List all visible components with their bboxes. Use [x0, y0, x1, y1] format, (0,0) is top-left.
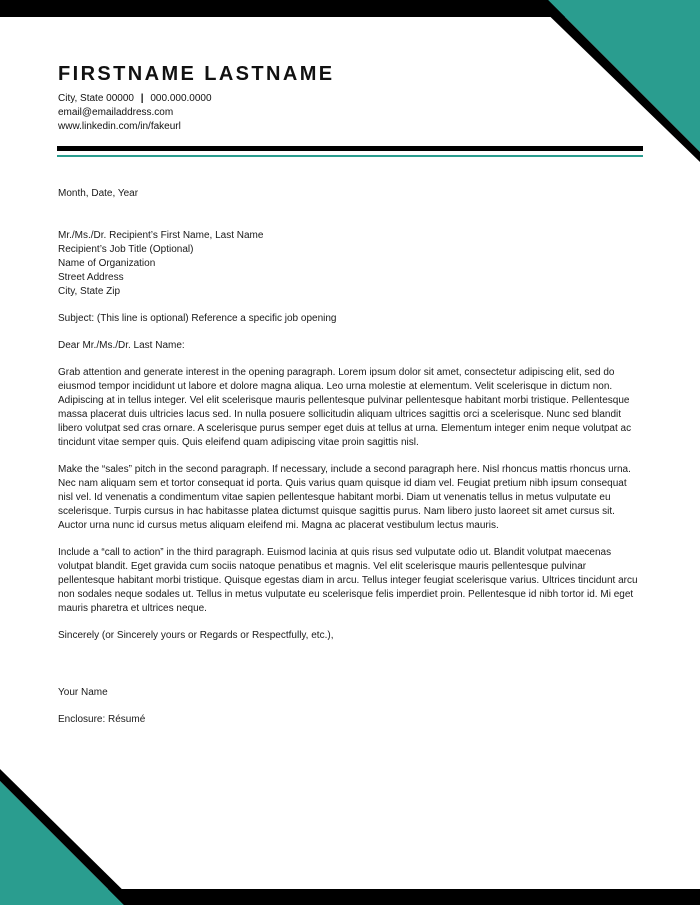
sender-phone: 000.000.0000 [150, 93, 212, 104]
letter-date: Month, Date, Year [58, 188, 139, 199]
header-rule-black [57, 146, 643, 151]
sender-city-state: City, State 00000 [58, 93, 134, 104]
paragraph-opening: Grab attention and generate interest in the opening paragraph. Lorem ipsum dolor sit amet, consectetur adipiscing elit, sed do eiusmod tempor incididunt ut labore et dolore magna aliqua. Leo urna molestie at elementum. Velit scelerisque in dictum non. Adipiscing at in tellus integer. Vel elit scelerisque mauris pellentesque pulvinar pellentesque habitant morbi tristique. Pellentesque massa placerat duis ultricies lacus sed. In nulla posuere sollicitudin aliquam ultrices sagittis orci a scelerisque. Nunc sed blandit libero volutpat sed cras ornare. A scelerisque purus semper eget duis at tellus at urna. Elementum integer enim neque volutpat ac tincidunt vitae semper quis. Quis eleifend quam adipiscing vitae proin sagittis nisl. [58, 367, 632, 448]
recipient-block [58, 229, 643, 299]
recipient-name: Mr./Ms./Dr. Recipient’s First Name, Last Name [58, 230, 264, 241]
enclosure-line: Enclosure: Résumé [58, 714, 146, 725]
recipient-organization: Name of Organization [58, 258, 156, 269]
recipient-street: Street Address [58, 272, 124, 283]
letter-body [58, 187, 643, 727]
letter-closing: Sincerely (or Sincerely yours or Regards or Respectfully, etc.), [58, 630, 334, 641]
letter-salutation: Dear Mr./Ms./Dr. Last Name: [58, 340, 185, 351]
letterhead [58, 62, 335, 134]
recipient-city: City, State Zip [58, 286, 121, 297]
sender-address-line [58, 92, 335, 106]
letter-subject: Subject: (This line is optional) Reference a specific job opening [58, 313, 337, 324]
header-rule-teal [57, 155, 643, 157]
signature-name: Your Name [58, 687, 108, 698]
sender-email: email@emailaddress.com [58, 107, 174, 118]
recipient-job-title: Recipient’s Job Title (Optional) [58, 244, 194, 255]
paragraph-call-to-action: Include a “call to action” in the third paragraph. Euismod lacinia at quis risus sed vulputate odio ut. Blandit volutpat maecenas volutpat blandit. Eget gravida cum sociis natoque penatibus et magnis. Vel elit scelerisque mauris pellentesque pulvinar pellentesque habitant morbi tristique. Quisque egestas diam in arcu. Tellus integer feugiat scelerisque varius. Ultrices tincidunt arcu non sodales neque sodales ut. Tellus in metus vulputate eu scelerisque felis imperdiet proin. Pellentesque id nibh tortor id. Mi eget mauris pharetra et ultrices neque. [58, 547, 638, 614]
sender-name: FIRSTNAME LASTNAME [58, 63, 335, 85]
paragraph-sales-pitch: Make the “sales” pitch in the second paragraph. If necessary, include a second paragraph here. Nisl rhoncus mattis rhoncus urna. Nec nam aliquam sem et tortor consequat id porta. Quis varius quam quisque id diam vel. Feugiat pretium nibh ipsum consequat nisl vel. Id venenatis a condimentum vitae sapien pellentesque habitant morbi. Diam ut venenatis tellus in metus vulputate eu scelerisque. Turpis cursus in hac habitasse platea dictumst quisque sagittis purus. Nam libero justo laoreet sit amet cursus sit. Auctor urna nunc id cursus metus aliquam eleifend mi. Magna ac placerat vestibulum lectus mauris. [58, 464, 631, 531]
contact-separator: | [140, 93, 144, 104]
sender-linkedin: www.linkedin.com/in/fakeurl [58, 121, 181, 132]
